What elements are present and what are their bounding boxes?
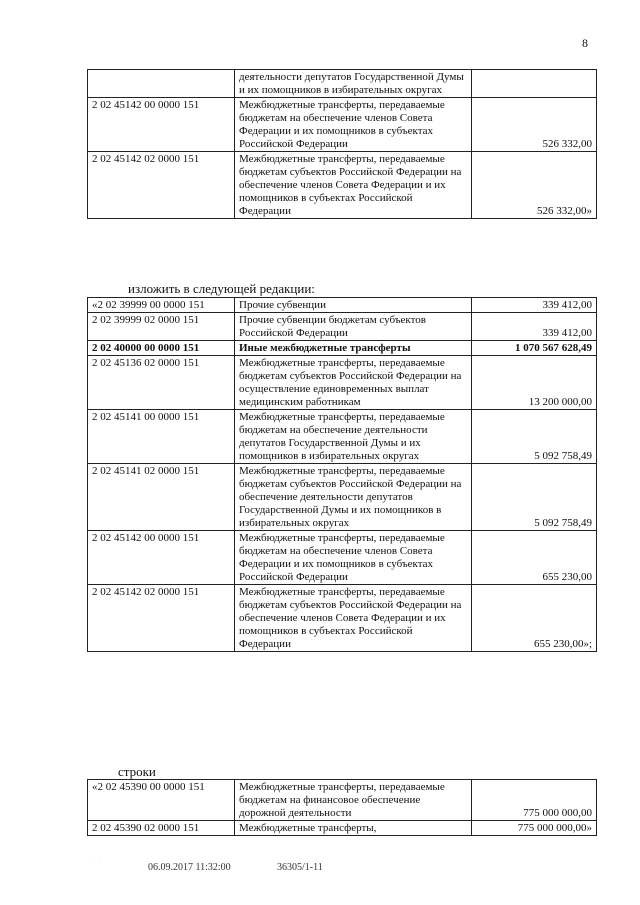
footer-document-id: 36305/1-11 (277, 862, 323, 873)
budget-table-rows (87, 779, 597, 836)
budget-name-cell: деятельности депутатов Государственной Думы и их помощников в избирательных округах (235, 70, 472, 98)
table-row (88, 70, 597, 98)
footer-timestamp: 06.09.2017 11:32:00 (148, 862, 231, 873)
budget-amount-cell: 526 332,00» (472, 152, 597, 219)
table-row (88, 313, 597, 341)
table-row (88, 780, 597, 821)
budget-amount-cell: 655 230,00 (472, 531, 597, 585)
budget-amount-cell: 5 092 758,49 (472, 410, 597, 464)
budget-amount-cell: 775 000 000,00 (472, 780, 597, 821)
budget-code-cell: 2 02 45136 02 0000 151 (88, 356, 235, 410)
table-row (88, 298, 597, 313)
budget-name-cell: Межбюджетные трансферты, передаваемые бюджетам субъектов Российской Федерации на осуществление единовременных выплат медицинским работникам (235, 356, 472, 410)
scan-mark: · · (92, 856, 104, 862)
table-row (88, 821, 597, 836)
budget-amount-cell: 655 230,00»; (472, 585, 597, 652)
budget-name-cell: Межбюджетные трансферты, передаваемые бюджетам субъектов Российской Федерации на обеспечение членов Совета Федерации и их помощников в субъектах Российской Федерации (235, 152, 472, 219)
budget-amount-cell: 339 412,00 (472, 298, 597, 313)
table-row (88, 152, 597, 219)
budget-amount-cell: 1 070 567 628,49 (472, 341, 597, 356)
table-row (88, 410, 597, 464)
rows-heading: строки (118, 764, 156, 779)
budget-name-cell: Прочие субвенции (235, 298, 472, 313)
budget-amount-cell: 775 000 000,00» (472, 821, 597, 836)
budget-code-cell: 2 02 39999 02 0000 151 (88, 313, 235, 341)
budget-name-cell: Межбюджетные трансферты, передаваемые бюджетам субъектов Российской Федерации на обеспечение деятельности депутатов Государственной Думы и их помощников в избирательных округах (235, 464, 472, 531)
budget-name-cell: Межбюджетные трансферты, (235, 821, 472, 836)
new-edition-heading: изложить в следующей редакции: (128, 281, 315, 296)
budget-amount-cell (472, 70, 597, 98)
budget-name-cell: Прочие субвенции бюджетам субъектов Российской Федерации (235, 313, 472, 341)
budget-name-cell: Межбюджетные трансферты, передаваемые бюджетам на обеспечение членов Совета Федерации и их помощников в субъектах Российской Федерации (235, 98, 472, 152)
budget-table-previous (87, 69, 597, 219)
budget-code-cell: 2 02 45142 02 0000 151 (88, 585, 235, 652)
budget-amount-cell: 5 092 758,49 (472, 464, 597, 531)
budget-name-cell: Межбюджетные трансферты, передаваемые бюджетам на обеспечение членов Совета Федерации и их помощников в субъектах Российской Федерации (235, 531, 472, 585)
budget-code-cell: 2 02 40000 00 0000 151 (88, 341, 235, 356)
budget-code-cell: 2 02 45142 02 0000 151 (88, 152, 235, 219)
budget-code-cell: 2 02 45141 00 0000 151 (88, 410, 235, 464)
budget-code-cell (88, 70, 235, 98)
budget-code-cell: 2 02 45141 02 0000 151 (88, 464, 235, 531)
page-number: 8 (582, 36, 588, 50)
table-row (88, 341, 597, 356)
budget-code-cell: 2 02 45390 02 0000 151 (88, 821, 235, 836)
table-row (88, 464, 597, 531)
table-row (88, 356, 597, 410)
budget-code-cell: 2 02 45142 00 0000 151 (88, 531, 235, 585)
budget-amount-cell: 13 200 000,00 (472, 356, 597, 410)
table-row (88, 585, 597, 652)
table-row (88, 531, 597, 585)
budget-table-new-edition (87, 297, 597, 652)
table-row (88, 98, 597, 152)
budget-name-cell: Межбюджетные трансферты, передаваемые бюджетам на финансовое обеспечение дорожной деятельности (235, 780, 472, 821)
budget-name-cell: Межбюджетные трансферты, передаваемые бюджетам субъектов Российской Федерации на обеспечение членов Совета Федерации и их помощников в субъектах Российской Федерации (235, 585, 472, 652)
budget-code-cell: «2 02 45390 00 0000 151 (88, 780, 235, 821)
budget-amount-cell: 339 412,00 (472, 313, 597, 341)
budget-code-cell: «2 02 39999 00 0000 151 (88, 298, 235, 313)
budget-name-cell: Межбюджетные трансферты, передаваемые бюджетам на обеспечение деятельности депутатов Государственной Думы и их помощников в избирательных округах (235, 410, 472, 464)
budget-amount-cell: 526 332,00 (472, 98, 597, 152)
budget-name-cell: Иные межбюджетные трансферты (235, 341, 472, 356)
budget-code-cell: 2 02 45142 00 0000 151 (88, 98, 235, 152)
